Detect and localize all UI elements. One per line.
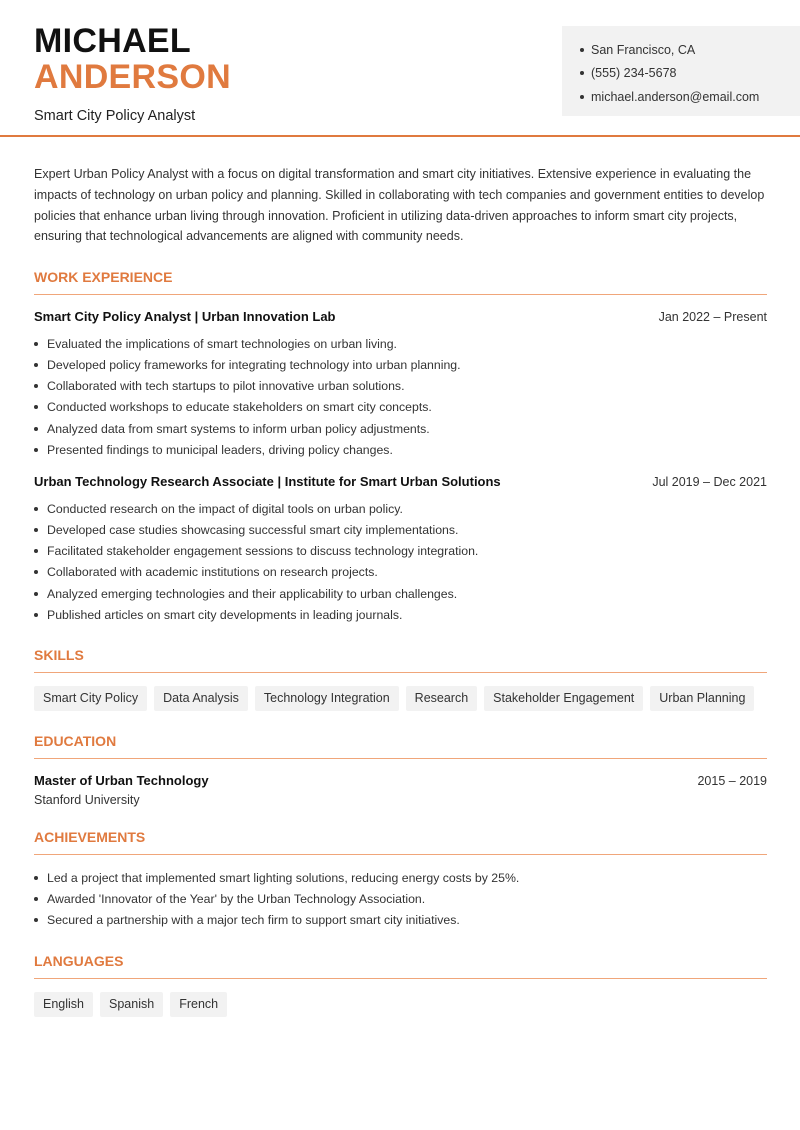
list-item	[34, 354, 767, 375]
bullet-icon	[34, 363, 38, 367]
bullet-icon	[34, 592, 38, 596]
list-item	[34, 520, 767, 541]
section-title-skills: SKILLS	[34, 647, 767, 673]
bullet-icon	[34, 918, 38, 922]
skill-tag: Research	[406, 686, 478, 711]
bullet-icon	[34, 549, 38, 553]
job-date: Jan 2022 – Present	[658, 310, 767, 325]
bullet-text: Analyzed data from smart systems to inform urban policy adjustments.	[47, 421, 430, 436]
list-item	[34, 910, 767, 931]
bullet-text: Presented findings to municipal leaders, driving policy changes.	[47, 442, 393, 457]
job-header	[34, 474, 767, 489]
resume-header	[0, 0, 800, 137]
phone-text: (555) 234-5678	[591, 66, 677, 81]
list-item	[34, 376, 767, 397]
language-tag: French	[170, 992, 227, 1017]
bullet-text: Collaborated with tech startups to pilot innovative urban solutions.	[47, 379, 405, 394]
bullet-text: Conducted research on the impact of digital tools on urban policy.	[47, 501, 403, 516]
bullet-text: Developed case studies showcasing successful smart city implementations.	[47, 523, 459, 538]
section-title-languages: LANGUAGES	[34, 953, 767, 979]
skill-tag: Technology Integration	[255, 686, 399, 711]
list-item	[34, 541, 767, 562]
bullet-icon	[34, 613, 38, 617]
job-bullets	[34, 333, 767, 460]
job-entry	[34, 474, 767, 625]
bullet-icon	[34, 876, 38, 880]
section-title-achievements: ACHIEVEMENTS	[34, 829, 767, 855]
bullet-text: Developed policy frameworks for integrating technology into urban planning.	[47, 357, 461, 372]
bullet-icon	[34, 405, 38, 409]
achievement-bullets	[34, 867, 767, 931]
contact-box	[562, 26, 800, 116]
list-item	[34, 397, 767, 418]
education-date: 2015 – 2019	[697, 774, 767, 789]
bullet-icon	[580, 48, 584, 52]
language-tag: English	[34, 992, 93, 1017]
degree: Master of Urban Technology	[34, 773, 209, 789]
bullet-icon	[34, 507, 38, 511]
list-item	[34, 867, 767, 888]
list-item	[34, 562, 767, 583]
bullet-icon	[34, 528, 38, 532]
contact-email	[580, 85, 800, 109]
skills-tags	[34, 686, 767, 711]
skill-tag: Stakeholder Engagement	[484, 686, 643, 711]
job-header	[34, 309, 767, 324]
bullet-text: Analyzed emerging technologies and their applicability to urban challenges.	[47, 586, 458, 601]
email-text: michael.anderson@email.com	[591, 89, 760, 104]
bullet-icon	[34, 384, 38, 388]
section-title-work: WORK EXPERIENCE	[34, 269, 767, 295]
list-item	[34, 889, 767, 910]
bullet-text: Evaluated the implications of smart technologies on urban living.	[47, 336, 397, 351]
bullet-text: Conducted workshops to educate stakeholders on smart city concepts.	[47, 400, 432, 415]
bullet-icon	[580, 95, 584, 99]
skill-tag: Urban Planning	[650, 686, 754, 711]
list-item	[34, 439, 767, 460]
job-title: Smart City Policy Analyst	[34, 108, 196, 124]
bullet-icon	[34, 427, 38, 431]
bullet-text: Led a project that implemented smart lighting solutions, reducing energy costs by 25%.	[47, 871, 520, 886]
contact-phone	[580, 62, 800, 86]
job-date: Jul 2019 – Dec 2021	[652, 475, 767, 490]
skill-tag: Smart City Policy	[34, 686, 147, 711]
job-role: Urban Technology Research Associate | Institute for Smart Urban Solutions	[34, 474, 501, 490]
list-item	[34, 333, 767, 354]
school: Stanford University	[34, 793, 140, 808]
section-title-education: EDUCATION	[34, 733, 767, 759]
list-item	[34, 498, 767, 519]
education-entry	[34, 773, 767, 807]
location-text: San Francisco, CA	[591, 42, 696, 57]
name-block	[34, 24, 231, 124]
list-item	[34, 583, 767, 604]
list-item	[34, 418, 767, 439]
bullet-icon	[34, 897, 38, 901]
bullet-icon	[580, 71, 584, 75]
contact-location	[580, 38, 800, 62]
resume-content	[34, 164, 767, 1017]
job-role: Smart City Policy Analyst | Urban Innovation Lab	[34, 309, 336, 325]
bullet-text: Collaborated with academic institutions on research projects.	[47, 565, 378, 580]
language-tags	[34, 992, 767, 1017]
summary: Expert Urban Policy Analyst with a focus on digital transformation and smart city initiatives. Extensive experience in evaluating the impacts of technology on urban policy and planning. Skilled in collaborating with tech companies and government entities to develop policies that enhance urban living through innovation. Proficient in utilizing data-driven approaches to inform smart city projects, ensuring that technological advancements are aligned with community needs.	[34, 167, 765, 244]
bullet-icon	[34, 448, 38, 452]
last-name: ANDERSON	[34, 58, 231, 96]
job-bullets	[34, 498, 767, 625]
education-header	[34, 773, 767, 788]
bullet-icon	[34, 342, 38, 346]
bullet-text: Secured a partnership with a major tech firm to support smart city initiatives.	[47, 913, 460, 928]
first-name: MICHAEL	[34, 22, 191, 60]
job-entry	[34, 309, 767, 460]
skill-tag: Data Analysis	[154, 686, 248, 711]
bullet-text: Published articles on smart city developments in leading journals.	[47, 607, 403, 622]
language-tag: Spanish	[100, 992, 163, 1017]
bullet-text: Facilitated stakeholder engagement sessions to discuss technology integration.	[47, 544, 479, 559]
bullet-icon	[34, 570, 38, 574]
bullet-text: Awarded 'Innovator of the Year' by the Urban Technology Association.	[47, 892, 426, 907]
list-item	[34, 604, 767, 625]
